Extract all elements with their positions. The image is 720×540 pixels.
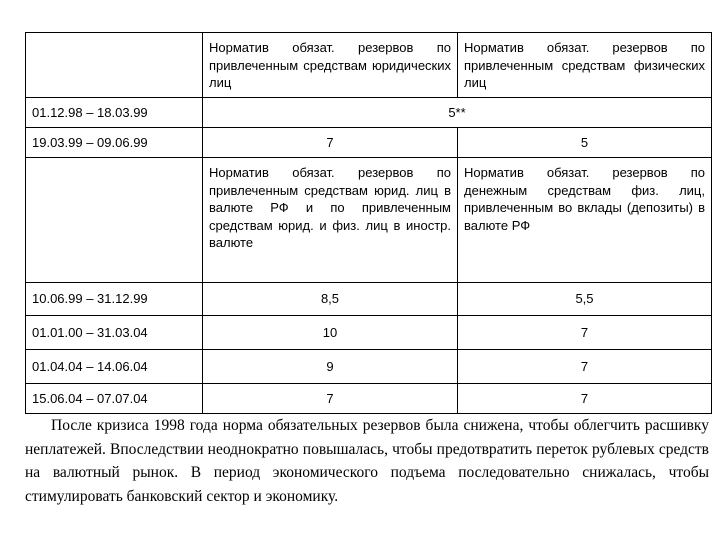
empty-corner-cell [26, 33, 203, 98]
header-row-2 [26, 158, 712, 283]
explanatory-paragraph: После кризиса 1998 года норма обязательных резервов была снижена, чтобы облегчить расшивку неплатежей. Впоследствии неоднократно повышалась, чтобы предотвратить переток рублевых средств на валютный рынок. В период экономического подъема последовательно снижалась, чтобы стимулировать банковский сектор и экономику. [25, 417, 709, 505]
table-row [26, 316, 712, 350]
period-cell: 01.12.98 – 18.03.99 [26, 98, 203, 128]
table-row [26, 350, 712, 384]
header-individuals: Норматив обязат. резервов по привлеченным средствам физических лиц [458, 33, 712, 98]
period-cell: 01.01.00 – 31.03.04 [26, 316, 203, 350]
merged-value-cell: 5** [203, 98, 712, 128]
empty-corner-cell [26, 158, 203, 283]
legal-value-cell: 9 [203, 350, 458, 384]
individual-value-cell: 5,5 [458, 283, 712, 316]
individual-value-cell: 7 [458, 350, 712, 384]
period-cell: 19.03.99 – 09.06.99 [26, 128, 203, 158]
reserve-requirements-table [25, 32, 712, 414]
individual-value-cell: 7 [458, 384, 712, 414]
header-individual-deposits: Норматив обязат. резервов по денежным средствам физ. лиц, привлеченным во вклады (депозиты) в валюте РФ [458, 158, 712, 283]
header-legal-currency: Норматив обязат. резервов по привлеченным средствам юрид. лиц в валюте РФ и по привлеченным средствам юрид. и физ. лиц в иностр. валюте [203, 158, 458, 283]
legal-value-cell: 7 [203, 384, 458, 414]
table-row [26, 384, 712, 414]
table-row [26, 128, 712, 158]
header-row-1 [26, 33, 712, 98]
header-legal-entities: Норматив обязат. резервов по привлеченным средствам юридических лиц [203, 33, 458, 98]
table-row [26, 283, 712, 316]
legal-value-cell: 8,5 [203, 283, 458, 316]
legal-value-cell: 7 [203, 128, 458, 158]
period-cell: 10.06.99 – 31.12.99 [26, 283, 203, 316]
period-cell: 15.06.04 – 07.07.04 [26, 384, 203, 414]
individual-value-cell: 5 [458, 128, 712, 158]
period-cell: 01.04.04 – 14.06.04 [26, 350, 203, 384]
individual-value-cell: 7 [458, 316, 712, 350]
table-row [26, 98, 712, 128]
legal-value-cell: 10 [203, 316, 458, 350]
